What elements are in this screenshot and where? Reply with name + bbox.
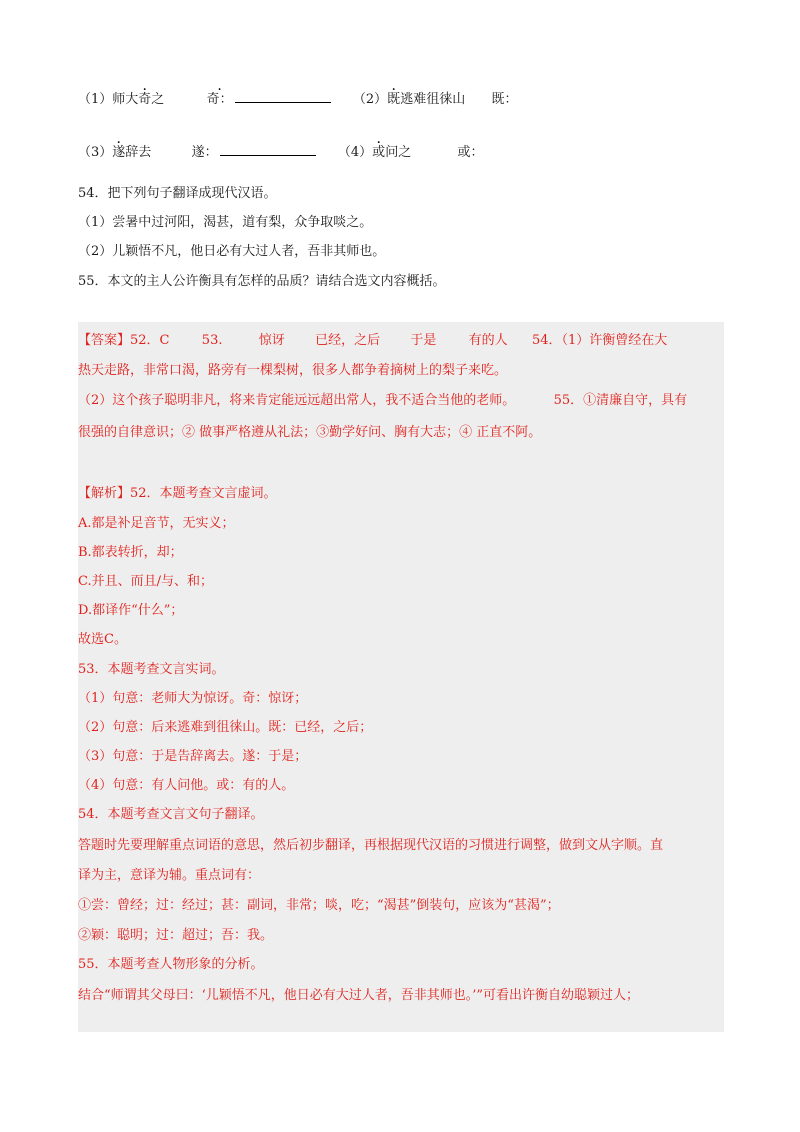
analysis-54: 54．本题考查文言文句子翻译。 [78,807,264,822]
analysis-option-a: A.都是补足音节，无实义； [78,516,235,531]
q53-3-key: 遂： [191,145,218,160]
answer-line-3 [78,392,687,410]
analysis-55: 55．本题考查人物形象的分析。 [78,957,264,972]
q54-title: 54．把下列句子翻译成现代汉语。 [78,186,277,201]
answer-53-1: 惊讶 [258,333,285,348]
q53-3-dotted-char: 遂 [112,145,126,160]
q53-row-1 [78,90,518,109]
analysis-53-3: （3）句意：于是告辞离去。遂：于是； [78,749,308,764]
analysis-option-b: B.都表转折，却； [78,545,183,560]
q53-1-key: · 奇： [207,92,233,107]
answer-55-line-2: 很强的自律意识；② 做事严格遵从礼法；③勤学好问、胸有大志；④ 正直不阿。 [78,425,542,440]
answer-55-label: 55．①清廉自守，具有 [553,393,688,408]
analysis-option-c: C.并且、而且/与、和； [78,574,213,589]
analysis-53-1: （1）句意：老师大为惊讶。奇：惊讶； [78,691,308,706]
q53-3-rest: 辞去 [125,145,152,160]
answer-tag: 【答案】 [78,333,131,348]
analysis-54-d: ②颖：聪明；过：超过；吾：我。 [78,928,274,943]
answer-53-4: 有的人 [468,333,508,348]
q53-1-dotted-char: 奇 [138,92,152,107]
answer-53-3: 于是 [410,333,437,348]
q54-item-2: （2）儿颖悟不凡，他日必有大过人者，吾非其师也。 [78,244,386,259]
q53-1-rest: 之 [151,92,165,107]
answer-52: 52．C [130,333,170,348]
analysis-52 [78,485,277,503]
q55-question: 55．本文的主人公许衡具有怎样的品质？请结合选文内容概括。 [78,274,446,289]
q53-1-blank [235,90,331,103]
analysis-55-a: 结合“师谓其父母曰：‘儿颖悟不凡，他日必有大过人者，吾非其师也。’”可看出许衡自幼聪颖过人； [78,988,640,1003]
analysis-choose: 故选C。 [78,632,127,647]
answer-53-2: 已经，之后 [315,333,381,348]
answer-line-1 [78,332,667,350]
q53-1-label: （1）师大 [78,92,139,107]
answer-54-label: 54．（1）许衡曾经在大 [531,333,668,348]
analysis-52-text: 52．本题考查文言虚词。 [130,486,277,501]
analysis-53: 53．本题考查文言实词。 [78,662,225,677]
q53-2-key: 既： [491,92,518,107]
answer-54-line-2: 热天走路，非常口渴，路旁有一棵梨树，很多人都争着摘树上的梨子来吃。 [78,363,508,378]
analysis-54-c: ①尝：曾经；过：经过；甚：副词，非常；啖，吃；“渴甚”倒装句，应该为“甚渴”； [78,898,560,913]
q53-row-2 [78,143,484,162]
analysis-tag: 【解析】 [78,486,131,501]
analysis-53-2: （2）句意：后来逃难到徂徕山。既：已经，之后； [78,720,373,735]
q53-4-dotted-char: 或 [372,145,386,160]
q53-2-label: （2） [352,92,388,107]
q53-3-blank [220,143,316,156]
answer-53-label: 53. [201,333,223,348]
q53-4-key: 或： [457,145,484,160]
answer-54-2: （2）这个孩子聪明非凡，将来肯定能远远超出常人，我不适合当他的老师。 [78,393,516,408]
q53-2-rest: 逃难徂徕山 [400,92,466,107]
analysis-53-4: （4）句意：有人问他。或：有的人。 [78,778,295,793]
q53-3-label: （3） [78,145,113,160]
analysis-54-a: 答题时先要理解重点词语的意思，然后初步翻译，再根据现代汉语的习惯进行调整，做到文从字顺。直 [78,838,664,853]
q53-2-dotted-char: 既 [387,92,401,107]
q53-4-rest: 问之 [385,145,412,160]
q53-4-label: （4） [337,145,373,160]
q54-item-1: （1）尝暑中过河阳，渴甚，道有梨，众争取啖之。 [78,215,373,230]
analysis-54-b: 译为主，意译为辅。重点词有： [78,868,261,883]
analysis-option-d: D.都译作“什么”； [78,603,184,618]
